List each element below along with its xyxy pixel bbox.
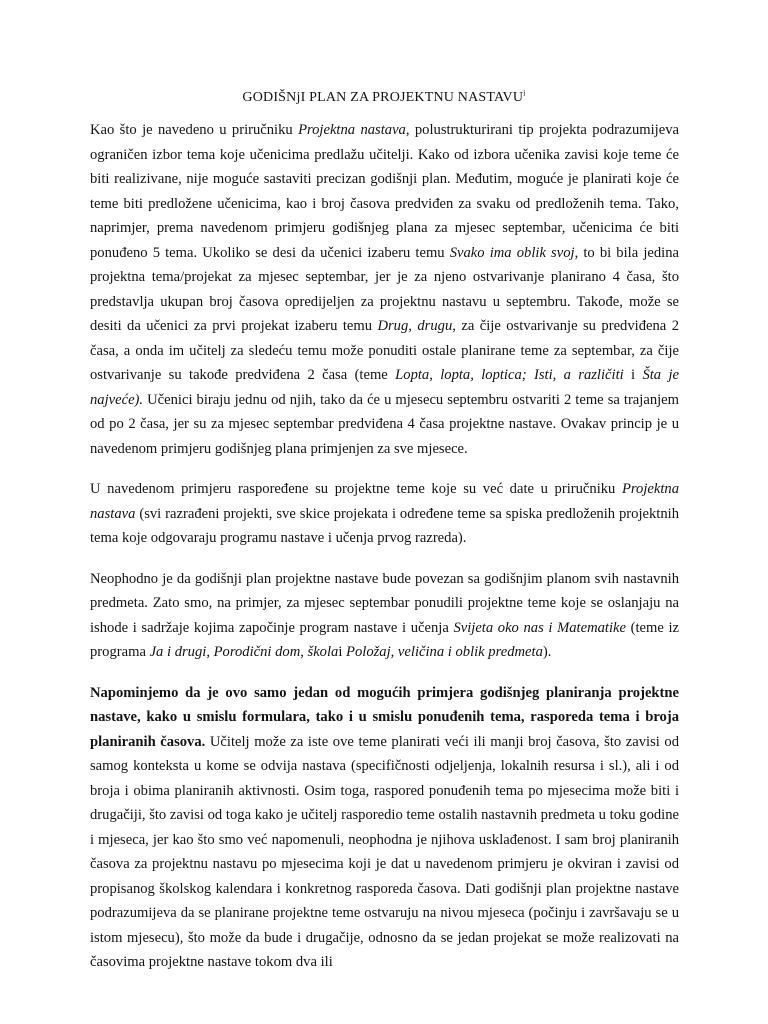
italic-run: Lopta, lopta, loptica; Isti, a različiti xyxy=(395,367,624,383)
italic-run: Projektna nastava xyxy=(90,481,679,522)
italic-run: Položaj, veličina i oblik predmeta xyxy=(346,644,543,660)
text-run: i xyxy=(623,367,643,383)
italic-run: Svako ima oblik svoj xyxy=(449,244,575,261)
footnote-marker: i xyxy=(523,88,526,98)
paragraph-2 xyxy=(90,477,679,551)
document-body xyxy=(90,118,679,991)
text-run: , polustrukturirani tip projekta podrazumijeva ograničen izbor tema koje učenicima predlažu učitelji. Kako od izbora učenika zavisi koje teme će biti realizivane, nije moguće sastaviti precizan godišnji plan. Međutim, moguće je planirati koje će teme biti predložene učenicima, kao i broj časova predviđen za svaku od predloženih tema. Tako, naprimjer, prema navedenom primjeru godišnjeg plana za mjesec septembar, učenicima će biti ponuđeno 5 tema. Ukoliko se desi da učenici izaberu temu xyxy=(90,122,679,261)
bold-run: Napominjemo da je ovo samo jedan od mogućih primjera godišnjeg planiranja projektne nastave, kako u smislu formulara, tako i u smislu ponuđenih tema, rasporeda tema i broja planiranih časova. xyxy=(90,684,679,750)
text-run: i xyxy=(338,644,347,660)
text-run: (svi razrađeni projekti, sve skice projekata i određene teme sa spiska predloženih projektnih tema koje odgovaraju programu nastave i učenja prvog razreda). xyxy=(90,505,679,546)
text-run: (teme iz programa xyxy=(90,619,679,660)
text-run: Neophodno je da godišnji plan projektne nastave bude povezan sa godišnjim planom svih nastavnih predmeta. Zato smo, na primjer, za mjesec septembar ponudili projektne teme koje se oslanjaju na ishode i sadržaje kojima započinje program nastave i učenja xyxy=(90,570,679,636)
italic-run: Drug, drugu xyxy=(377,318,453,334)
text-run: Kao što je navedeno u priručniku xyxy=(90,122,299,138)
title-text: GODIŠNjI PLAN ZA PROJEKTNU NASTAVU xyxy=(242,90,524,105)
italic-run: Svijeta oko nas i Matematike xyxy=(453,619,626,636)
paragraph-3 xyxy=(90,567,679,665)
text-run: U navedenom primjeru raspoređene su projektne teme koje su već date u priručniku xyxy=(90,481,622,497)
paragraph-1 xyxy=(90,118,679,461)
text-run: , to bi bila jedina projektna tema/projekat za mjesec septembar, jer je za njeno ostvarivanje planirano 4 časa, što predstavlja ukupan broj časova opredijeljen za projektnu nastavu u septembru. Takođe, može se desiti da učenici za prvi projekat izaberu temu xyxy=(90,244,679,334)
paragraph-4 xyxy=(90,681,679,975)
text-run: ). xyxy=(542,644,552,660)
text-run: , za čije ostvarivanje su predviđena 2 časa, a onda im učitelj za sledeću temu može ponuditi ostale planirane teme za septembar, za čije ostvarivanje su takođe predviđena 2 časa (teme xyxy=(90,318,679,383)
text-run: Učitelj može za iste ove teme planirati veći ili manji broj časova, što zavisi od samog konteksta u kome se odvija nastava (specifičnosti odjeljenja, lokalnih resursa i sl.), ali i od broja i obima planiranih aktivnosti. Osim toga, raspored ponuđenih tema po mjesecima može biti i drugačiji, što zavisi od toga kako je učitelj rasporedio teme ostalih nastavnih predmeta u toku godine i mjeseca, jer kao što smo već napomenuli, neophodna je njihova usklađenost. I sam broj planiranih časova za projektnu nastavu po mjesecima koji je dat u navedenom primjeru je okviran i zavisi od propisanog školskog kalendara i konkretnog rasporeda časova. Dati godišnji plan projektne nastave podrazumijeva da se planirane projektne teme ostvaruju na nivou mjeseca (počinju i završavaju se u istom mjesecu), što može da bude i drugačije, odnosno da se jedan projekat se može realizovati na časovima projektne nastave tokom dva ili xyxy=(90,733,680,970)
page-title xyxy=(0,90,768,106)
text-run: Učenici biraju jednu od njih, tako da će u mjesecu septembru ostvariti 2 teme sa trajanjem od po 2 časa, jer su za mjesec septembar predviđena 4 časa projektne nastave. Ovakav princip je u navedenom primjeru godišnjeg plana primjenjen za sve mjesece. xyxy=(90,391,679,457)
italic-run: Projektna nastava xyxy=(298,122,406,138)
italic-run: Šta je najveće). xyxy=(90,367,679,408)
italic-run: Ja i drugi, Porodični dom, škola xyxy=(149,644,339,660)
